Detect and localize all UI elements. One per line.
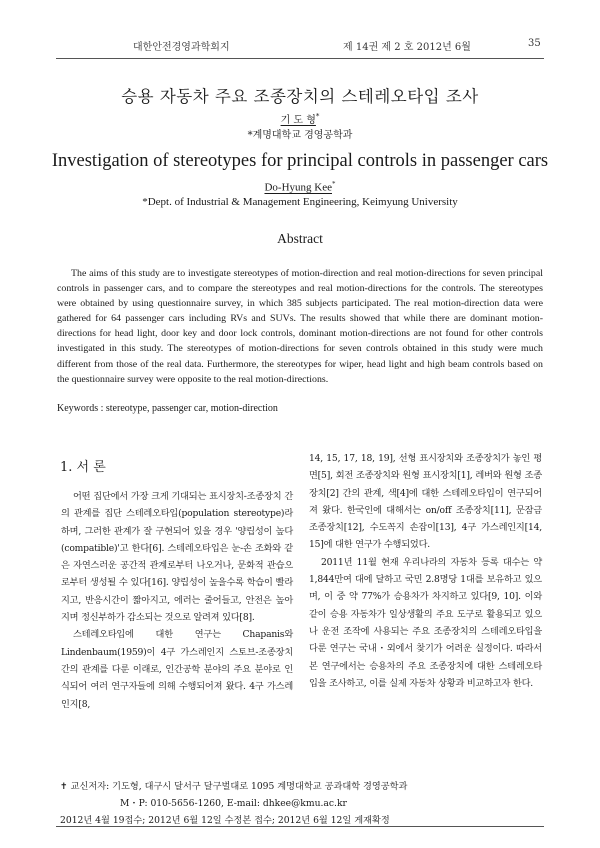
author-korean-mark: * <box>315 112 320 121</box>
author-english-name: Do-Hyung Kee <box>264 181 332 194</box>
page-number: 35 <box>528 38 541 49</box>
footnote-corresponding: ✝ 교신저자: 기도형, 대구시 달서구 달구벌대로 1095 계명대학교 공과대학 경영공학과 <box>60 781 408 792</box>
header-divider <box>56 58 544 59</box>
affiliation-korean: *계명대학교 경영공학과 <box>247 130 353 141</box>
paragraph: 14, 15, 17, 18, 19], 선형 표시장치와 조종장치가 놓인 평면[5], 회전 조종장치와 원형 표시장치[1], 레버와 원형 조종장치[2] 간의 관계, 색[4]에 대한 스테레오타입이 연구되어져 왔다. 한국인에 대해서는 on/off 조종장치[11], 문잠금 조종장치[12], 수도꼭지 손잡이[13], 4구 가스레인지[14, 15]에 대한 연구가 수행되었다. <box>309 453 542 551</box>
affiliation-english: *Dept. of Industrial & Management Engineering, Keimyung University <box>142 196 458 208</box>
footnote-contact: M・P: 010-5656-1260, E-mail: dhkee@kmu.ac.kr <box>120 798 347 809</box>
footnote-dates: 2012년 4월 19접수; 2012년 6월 12일 수정본 접수; 2012년 6월 12일 게재확정 <box>60 815 390 826</box>
footnote <box>60 778 540 829</box>
abstract-text: The aims of this study are to investigate stereotypes of motion-direction and real motion-directions for seven principal controls in passenger cars, and to compare the stereotypes and real motion-directions for the controls. The stereotypes were obtained by using questionnaire survey, in which 385 subjects participated. The real motion-direction data were gathered for 64 passenger cars including RVs and SUVs. The results showed that while there are dominant motion-directions for head light, door key and door lock controls, dominant motion-directions are not found for other controls investigated in this study. The stereotypes of motion-directions for seven controls obtained in this study were much different from those of the real data. Furthermore, the stereotypes for wiper, head light and high beam controls based on the questionnaire survey were opposite to the real motion-directions. <box>57 268 543 385</box>
issue-info: 제 14권 제 2 호 2012년 6월 <box>343 42 471 53</box>
paragraph: 어떤 집단에서 가장 크게 기대되는 표시장치-조종장치 간의 관계를 집단 스테레오타입(population stereotype)라 하며, 그러한 관계가 잘 구현되어 있을 경우 '양립성이 높다(compatible)'고 한다[6]. 스테레오타입은 눈-손 조화와 같은 자연스러운 공간적 관계로부터 나오거나, 문화적 관습으로부터 생성될 수 있다[16]. 양립성이 높을수록 학습이 빨라지고, 반응시간이 짧아지고, 에러는 줄어들고, 안전은 높아지며 정신부하가 감소되는 것으로 알려져 있다[8]. <box>61 491 293 624</box>
right-column <box>309 450 542 692</box>
title-korean: 승용 자동차 주요 조종장치의 스테레오타입 조사 <box>121 87 479 106</box>
abstract-heading: Abstract <box>277 231 323 246</box>
author-english-mark: * <box>332 180 336 188</box>
author-english <box>0 180 600 194</box>
title-english: Investigation of stereotypes for principal controls in passenger cars <box>51 151 549 171</box>
author-korean-name: 기 도 형 <box>280 115 316 126</box>
section-title: 1. 서 론 <box>60 460 106 475</box>
journal-name: 대한안전경영과학회지 <box>133 42 230 53</box>
keywords: Keywords : stereotype, passenger car, motion-direction <box>57 403 278 414</box>
abstract-body <box>57 266 543 387</box>
left-column <box>61 488 293 713</box>
author-korean <box>0 111 600 126</box>
paragraph: 2011년 11월 현재 우리나라의 자동차 등록 대수는 약 1,844만여 대에 달하고 국민 2.8명당 1대를 보유하고 있으며, 이 중 약 77%가 승용차가 차지하고 있다[9, 10]. 이와 같이 승용 자동차가 일상생활의 주요 도구로 활용되고 있으나 운전 조작에 사용되는 주요 조종장치의 스테레오타입을 다룬 연구는 국내・외에서 찾기가 어려운 실정이다. 따라서 본 연구에서는 승용차의 주요 조종장치에 대한 스테레오타입을 조사하고, 이를 실제 자동차 상황과 비교하고자 한다. <box>309 556 542 689</box>
paragraph: 스테레오타입에 대한 연구는 Chapanis와 Lindenbaum(1959)이 4구 가스레인지 스토브-조종장치 간의 관계를 다룬 이래로, 인간공학 분야의 주요 분야로 인식되어 여러 연구자들에 의해 수행되어져 왔다. 4구 가스레인지[8, <box>61 629 293 710</box>
